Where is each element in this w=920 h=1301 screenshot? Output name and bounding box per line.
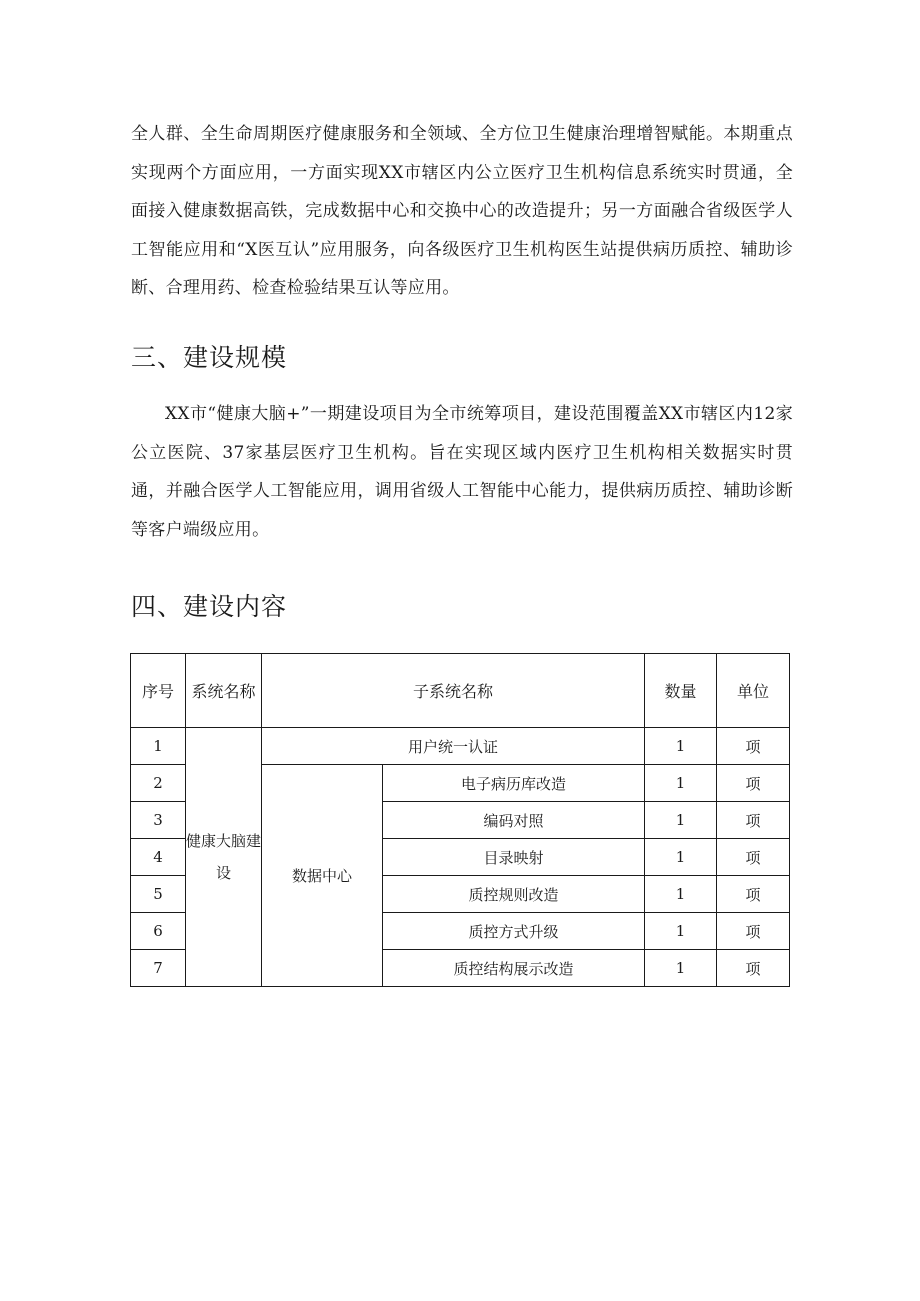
header-quantity: 数量 <box>645 654 717 728</box>
cell-seq: 3 <box>131 802 186 839</box>
cell-quantity: 1 <box>645 950 717 987</box>
cell-seq: 1 <box>131 728 186 765</box>
cell-seq: 5 <box>131 876 186 913</box>
cell-subsystem: 用户统一认证 <box>262 728 645 765</box>
cell-unit: 项 <box>717 876 790 913</box>
cell-unit: 项 <box>717 950 790 987</box>
cell-subsystem: 质控规则改造 <box>383 876 645 913</box>
scale-paragraph: XX市“健康大脑+”一期建设项目为全市统筹项目，建设范围覆盖XX市辖区内12家公立医院、37家基层医疗卫生机构。旨在实现区域内医疗卫生机构相关数据实时贯通，并融合医学人工智能应用，调用省级人工智能中心能力，提供病历质控、辅助诊断等客户端级应用。 <box>131 404 793 540</box>
header-unit: 单位 <box>717 654 790 728</box>
cell-quantity: 1 <box>645 802 717 839</box>
header-seq: 序号 <box>131 654 186 728</box>
cell-quantity: 1 <box>645 839 717 876</box>
cell-seq: 4 <box>131 839 186 876</box>
cell-seq: 2 <box>131 765 186 802</box>
cell-quantity: 1 <box>645 728 717 765</box>
construction-content-table <box>130 653 790 987</box>
cell-system-name: 健康大脑建设 <box>186 728 262 987</box>
section-heading-content: 四、建设内容 <box>131 592 288 621</box>
cell-seq: 7 <box>131 950 186 987</box>
cell-seq: 6 <box>131 913 186 950</box>
cell-unit: 项 <box>717 839 790 876</box>
cell-unit: 项 <box>717 728 790 765</box>
header-system-name: 系统名称 <box>186 654 262 728</box>
cell-subsystem: 目录映射 <box>383 839 645 876</box>
cell-unit: 项 <box>717 913 790 950</box>
header-subsystem-name: 子系统名称 <box>262 654 645 728</box>
cell-subsystem: 质控方式升级 <box>383 913 645 950</box>
cell-quantity: 1 <box>645 913 717 950</box>
cell-unit: 项 <box>717 802 790 839</box>
cell-subsystem: 编码对照 <box>383 802 645 839</box>
cell-unit: 项 <box>717 765 790 802</box>
table-header-row <box>131 654 790 728</box>
cell-subsystem: 质控结构展示改造 <box>383 950 645 987</box>
cell-group-name: 数据中心 <box>262 765 383 987</box>
cell-quantity: 1 <box>645 765 717 802</box>
cell-quantity: 1 <box>645 876 717 913</box>
section-heading-scale: 三、建设规模 <box>131 343 288 372</box>
table-row <box>131 728 790 765</box>
intro-paragraph: 全人群、全生命周期医疗健康服务和全领域、全方位卫生健康治理增智赋能。本期重点实现两个方面应用，一方面实现XX市辖区内公立医疗卫生机构信息系统实时贯通，全面接入健康数据高铁，完成数据中心和交换中心的改造提升；另一方面融合省级医学人工智能应用和“X医互认”应用服务，向各级医疗卫生机构医生站提供病历质控、辅助诊断、合理用药、检查检验结果互认等应用。 <box>131 124 793 298</box>
cell-subsystem: 电子病历库改造 <box>383 765 645 802</box>
